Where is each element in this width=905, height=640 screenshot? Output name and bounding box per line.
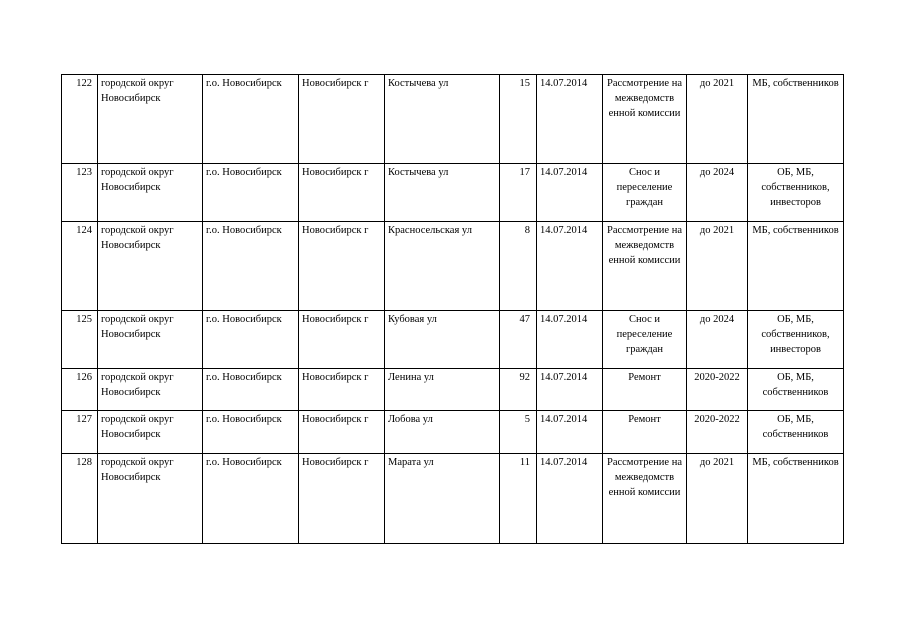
date-cell: 14.07.2014 (537, 75, 603, 164)
district-cell: г.о. Новосибирск (203, 75, 299, 164)
municipality-cell: городской округ Новосибирск (98, 454, 203, 544)
settlement-cell: Новосибирск г (299, 164, 385, 222)
funding-source-cell: МБ, собственников (748, 454, 844, 544)
funding-source-cell: ОБ, МБ, собственников, инвесторов (748, 164, 844, 222)
action-cell: Рассмотрение на межведомств енной комиссии (603, 75, 687, 164)
action-cell: Рассмотрение на межведомств енной комиссии (603, 222, 687, 311)
table-row (62, 311, 844, 369)
settlement-cell: Новосибирск г (299, 311, 385, 369)
term-cell: до 2021 (687, 222, 748, 311)
table-row (62, 75, 844, 164)
funding-source-cell: МБ, собственников (748, 75, 844, 164)
housing-table (61, 74, 844, 544)
house-cell: 47 (500, 311, 537, 369)
settlement-cell: Новосибирск г (299, 454, 385, 544)
row-number: 122 (62, 75, 98, 164)
action-cell: Снос и переселение граждан (603, 311, 687, 369)
district-cell: г.о. Новосибирск (203, 222, 299, 311)
settlement-cell: Новосибирск г (299, 75, 385, 164)
street-cell: Костычева ул (385, 164, 500, 222)
funding-source-cell: ОБ, МБ, собственников, инвесторов (748, 311, 844, 369)
action-cell: Рассмотрение на межведомств енной комиссии (603, 454, 687, 544)
row-number: 124 (62, 222, 98, 311)
district-cell: г.о. Новосибирск (203, 369, 299, 411)
date-cell: 14.07.2014 (537, 454, 603, 544)
street-cell: Кубовая ул (385, 311, 500, 369)
date-cell: 14.07.2014 (537, 311, 603, 369)
date-cell: 14.07.2014 (537, 411, 603, 454)
table-row (62, 369, 844, 411)
row-number: 128 (62, 454, 98, 544)
house-cell: 5 (500, 411, 537, 454)
municipality-cell: городской округ Новосибирск (98, 222, 203, 311)
house-cell: 92 (500, 369, 537, 411)
row-number: 127 (62, 411, 98, 454)
row-number: 125 (62, 311, 98, 369)
street-cell: Красносельская ул (385, 222, 500, 311)
house-cell: 15 (500, 75, 537, 164)
term-cell: до 2021 (687, 454, 748, 544)
date-cell: 14.07.2014 (537, 369, 603, 411)
settlement-cell: Новосибирск г (299, 222, 385, 311)
term-cell: 2020-2022 (687, 411, 748, 454)
street-cell: Костычева ул (385, 75, 500, 164)
table-row (62, 411, 844, 454)
funding-source-cell: ОБ, МБ, собственников (748, 369, 844, 411)
term-cell: 2020-2022 (687, 369, 748, 411)
table-row (62, 164, 844, 222)
term-cell: до 2021 (687, 75, 748, 164)
date-cell: 14.07.2014 (537, 222, 603, 311)
funding-source-cell: МБ, собственников (748, 222, 844, 311)
district-cell: г.о. Новосибирск (203, 311, 299, 369)
date-cell: 14.07.2014 (537, 164, 603, 222)
funding-source-cell: ОБ, МБ, собственников (748, 411, 844, 454)
action-cell: Ремонт (603, 369, 687, 411)
street-cell: Лобова ул (385, 411, 500, 454)
municipality-cell: городской округ Новосибирск (98, 369, 203, 411)
term-cell: до 2024 (687, 164, 748, 222)
term-cell: до 2024 (687, 311, 748, 369)
house-cell: 11 (500, 454, 537, 544)
settlement-cell: Новосибирск г (299, 411, 385, 454)
street-cell: Марата ул (385, 454, 500, 544)
municipality-cell: городской округ Новосибирск (98, 311, 203, 369)
table-row (62, 222, 844, 311)
municipality-cell: городской округ Новосибирск (98, 411, 203, 454)
settlement-cell: Новосибирск г (299, 369, 385, 411)
action-cell: Ремонт (603, 411, 687, 454)
action-cell: Снос и переселение граждан (603, 164, 687, 222)
table-row (62, 454, 844, 544)
street-cell: Ленина ул (385, 369, 500, 411)
district-cell: г.о. Новосибирск (203, 164, 299, 222)
house-cell: 8 (500, 222, 537, 311)
municipality-cell: городской округ Новосибирск (98, 164, 203, 222)
district-cell: г.о. Новосибирск (203, 454, 299, 544)
district-cell: г.о. Новосибирск (203, 411, 299, 454)
house-cell: 17 (500, 164, 537, 222)
municipality-cell: городской округ Новосибирск (98, 75, 203, 164)
row-number: 123 (62, 164, 98, 222)
row-number: 126 (62, 369, 98, 411)
